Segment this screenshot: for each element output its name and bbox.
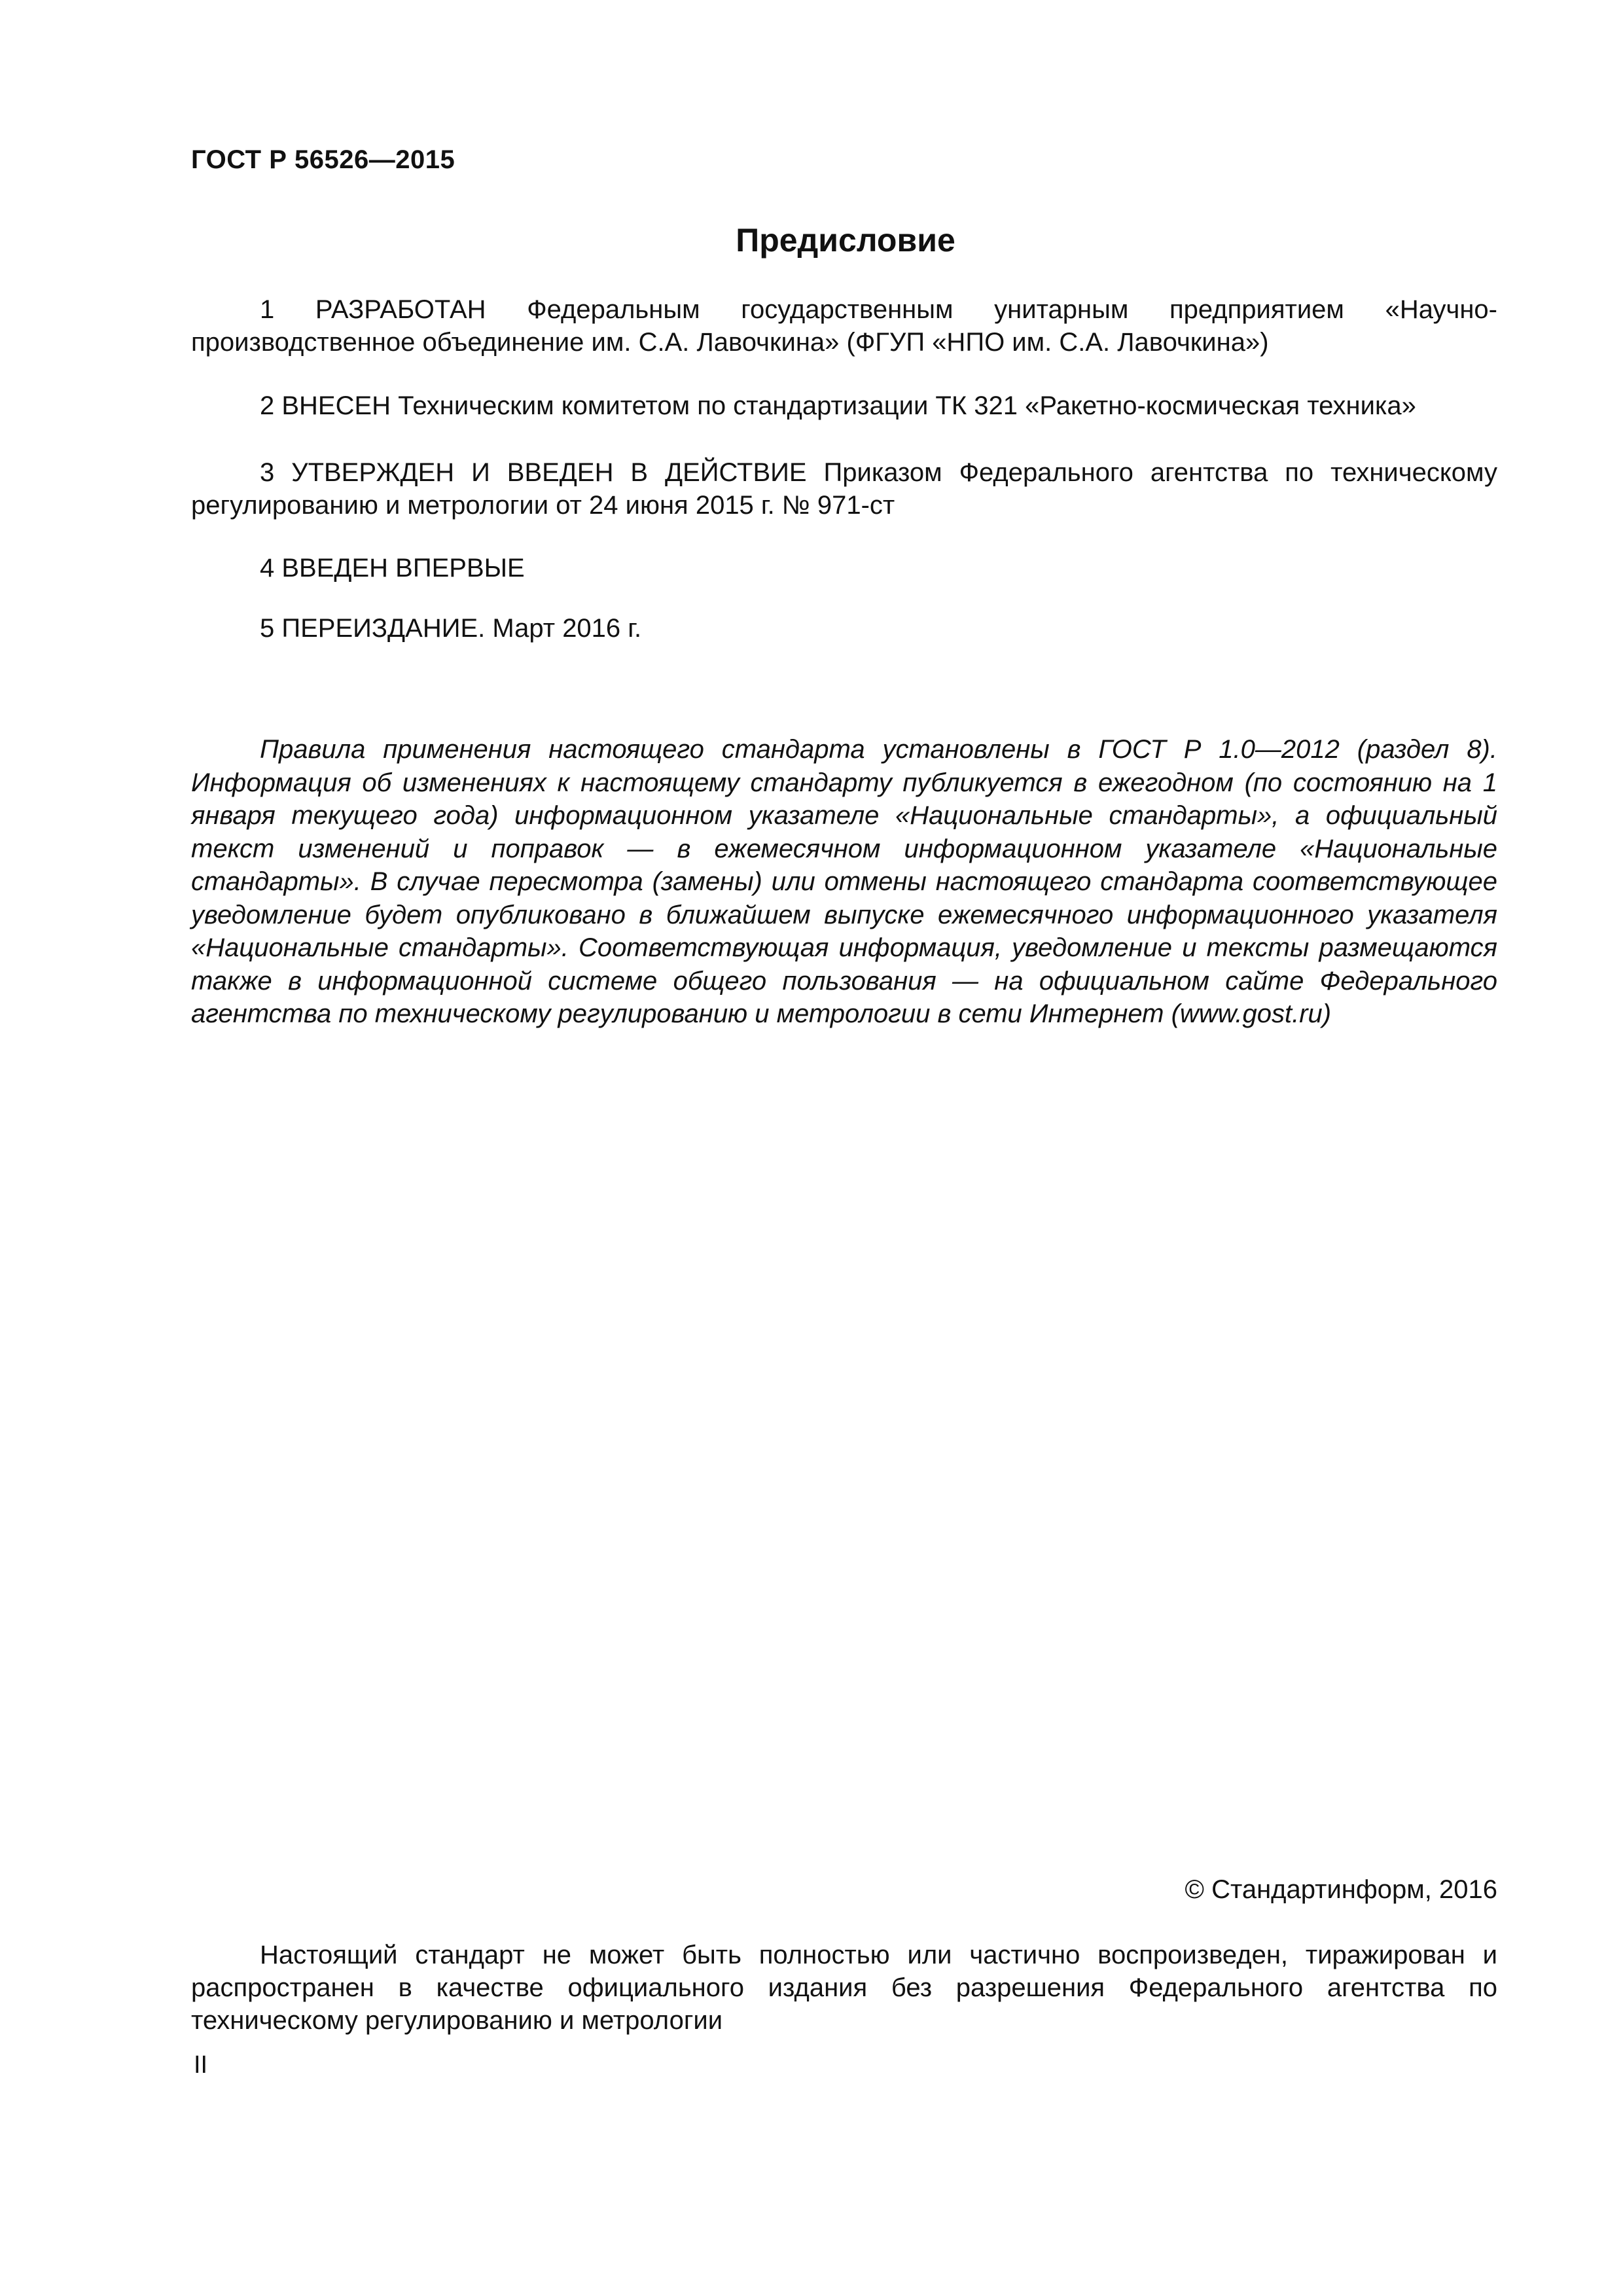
foreword-item-reissue: 5 ПЕРЕИЗДАНИЕ. Март 2016 г. (260, 614, 642, 643)
document-id: ГОСТ Р 56526—2015 (191, 145, 455, 174)
foreword-item-submitted: 2 ВНЕСЕН Техническим комитетом по стандартизации ТК 321 «Ракетно-космическая техника» (260, 391, 1416, 420)
page-title: Предисловие (736, 222, 955, 259)
foreword-item-introduced: 4 ВВЕДЕН ВПЕРВЫЕ (260, 554, 525, 583)
copyright-line: © Стандартинформ, 2016 (1185, 1875, 1497, 1904)
foreword-item-approved: 3 УТВЕРЖДЕН И ВВЕДЕН В ДЕЙСТВИЕ Приказом Федерального агентства по техническому регулированию и метрологии от 24 июня 2015 г. № 971-ст (191, 458, 1497, 520)
foreword-item-developed: 1 РАЗРАБОТАН Федеральным государственным унитарным предприятием «Научно-производственное объединение им. С.А. Лавочкина» (ФГУП «НПО им. С.А. Лавочкина») (191, 295, 1497, 357)
page-number: II (194, 2051, 208, 2079)
reproduction-notice: Настоящий стандарт не может быть полностью или частично воспроизведен, тиражирован и распространен в качестве официального издания без разрешения Федерального агентства по техническому регулированию и метрологии (191, 1941, 1497, 2035)
application-rules-note: Правила применения настоящего стандарта установлены в ГОСТ Р 1.0—2012 (раздел 8). Информация об изменениях к настоящему стандарту публикуется в ежегодном (по состоянию на 1 января текущего года) информационном указателе «Национальные стандарты», а официальный текст изменений и поправок — в ежемесячном информационном указателе «Национальные стандарты». В случае пересмотра (замены) или отмены настоящего стандарта соответствующее уведомление будет опубликовано в ближайшем выпуске ежемесячного информационного указателя «Национальные стандарты». Соответствующая информация, уведомление и тексты размещаются также в информационной системе общего пользования — на официальном сайте Федерального агентства по техническому регулированию и метрологии в сети Интернет (www.gost.ru) (191, 735, 1497, 1028)
